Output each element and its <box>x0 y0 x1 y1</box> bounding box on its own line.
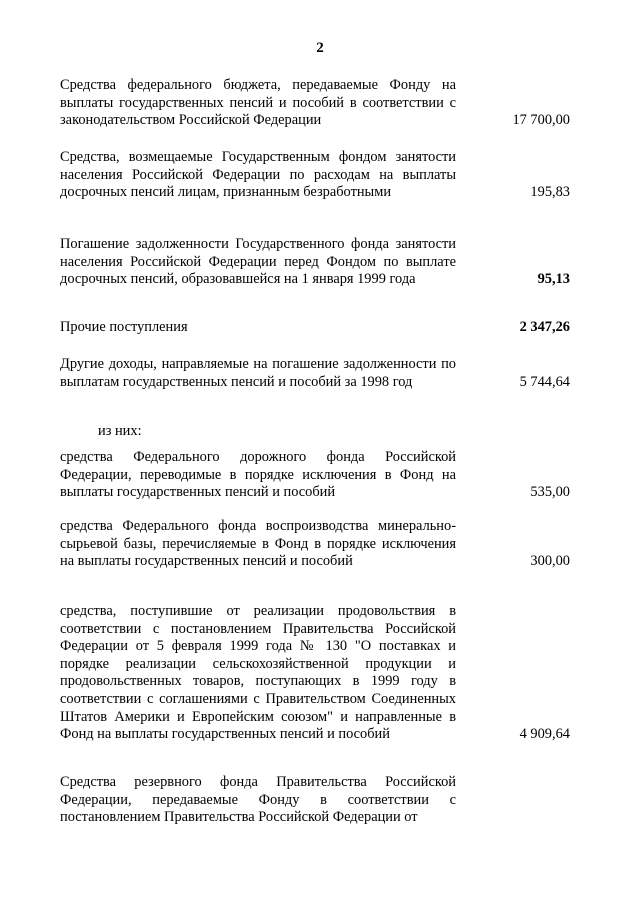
entry-text: Средства, возмещаемые Государственным фондом занятости населения Российской Федерации по расходам на выплаты досрочных пенсий лицам, признанным безработными <box>60 149 456 201</box>
entry-federal-budget <box>60 77 570 130</box>
entry-amount: 4 909,64 <box>519 726 570 743</box>
entry-amount: 5 744,64 <box>519 373 570 390</box>
entry-other-income <box>60 356 570 391</box>
entry-food-sales <box>60 603 570 744</box>
entry-text: Прочие поступления <box>60 319 188 335</box>
entry-text: Другие доходы, направляемые на погашение задолженности по выплатам государственных пенсий и пособий за 1998 год <box>60 356 456 390</box>
entry-amount: 17 700,00 <box>512 112 570 129</box>
entry-text: Средства резервного фонда Правительства Российской Федерации, передаваемые Фонду в соответствии с постановлением Правительства Российской Федерации от <box>60 774 456 826</box>
entry-employment-fund-reimbursement <box>60 149 570 202</box>
entry-text: средства Федерального фонда воспроизводства минерально-сырьевой базы, перечисляемые в Фонд в порядке исключения на выплаты государственных пенсий и пособий <box>60 518 456 570</box>
entry-road-fund <box>60 449 570 502</box>
entry-text: Средства федерального бюджета, передаваемые Фонду на выплаты государственных пенсий и пособий в соответствии с законодательством Российской Федерации <box>60 77 456 129</box>
entry-text: средства Федерального дорожного фонда Российской Федерации, переводимые в порядке исключения в Фонд на выплаты государственных пенсий и пособий <box>60 449 456 501</box>
entry-government-reserve-fund <box>60 774 570 827</box>
page-number: 2 <box>316 40 324 56</box>
entry-other-receipts <box>60 319 570 337</box>
entry-amount: 535,00 <box>530 484 570 501</box>
entry-amount: 95,13 <box>537 271 570 288</box>
entry-amount: 300,00 <box>530 553 570 570</box>
entry-amount: 2 347,26 <box>519 319 570 335</box>
entry-text: средства, поступившие от реализации продовольствия в соответствии с постановлением Правительства Российской Федерации от 5 февраля 1999 года № 130 "О поставках и порядке реализации сельскохозяйственной продукции и продовольственных товаров, поступающих в 1999 году в соответствии с соглашениями с Правительством Соединенных Штатов Америки и Европейским союзом" и направленные в Фонд на выплаты государственных пенсий и пособий <box>60 603 456 743</box>
entry-of-which-label <box>60 423 570 441</box>
entry-amount: 195,83 <box>530 184 570 201</box>
entry-employment-fund-debt-repayment <box>60 236 570 289</box>
entry-mineral-base-fund <box>60 518 570 571</box>
entry-text: Погашение задолженности Государственного фонда занятости населения Российской Федерации перед Фондом по выплате досрочных пенсий, образовавшейся на 1 января 1999 года <box>60 236 456 288</box>
entry-text: из них: <box>98 423 142 439</box>
